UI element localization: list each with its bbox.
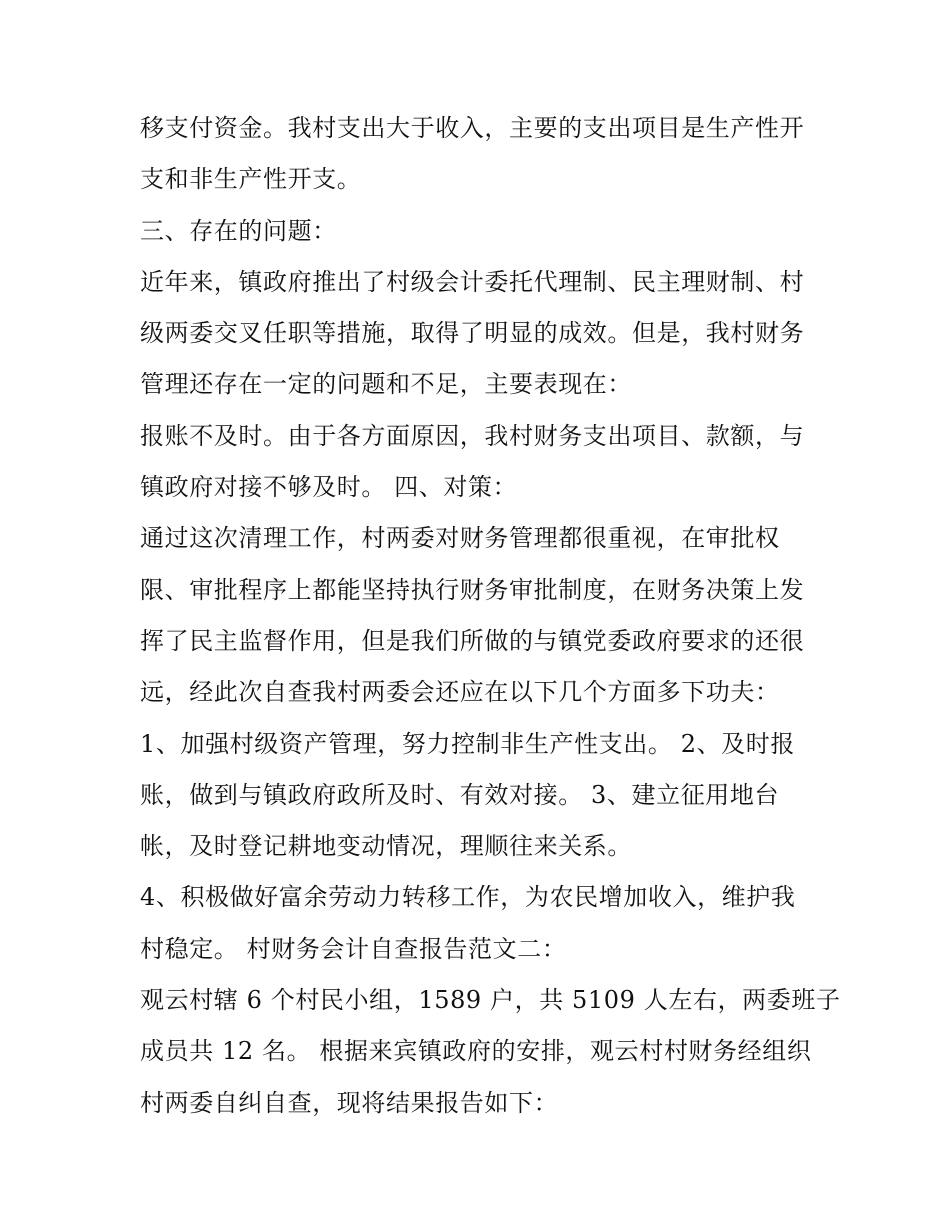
text-line: 级两委交叉任职等措施，取得了明显的成效。但是，我村财务 (140, 319, 805, 348)
text-line: 镇政府对接不够及时。 四、对策： (140, 473, 518, 502)
text-line: 管理还存在一定的问题和不足，主要表现在： (140, 370, 632, 399)
text-line: 观云村辖 6 个村民小组，1589 户，共 5109 人左右，两委班子 (140, 986, 841, 1015)
text-line: 远，经此次自查我村两委会还应在以下几个方面多下功夫： (140, 678, 780, 707)
text-line: 帐，及时登记耕地变动情况，理顺往来关系。 (140, 832, 632, 861)
text-line: 账，做到与镇政府政所及时、有效对接。 3、建立征用地台 (140, 780, 780, 809)
text-line: 报账不及时。由于各方面原因，我村财务支出项目、款额，与 (140, 421, 805, 450)
text-line: 限、审批程序上都能坚持执行财务审批制度，在财务决策上发 (140, 575, 805, 604)
document-body (140, 103, 841, 1129)
text-line: 近年来，镇政府推出了村级会计委托代理制、民主理财制、村 (140, 267, 805, 296)
text-line: 通过这次清理工作，村两委对财务管理都很重视，在审批权 (140, 524, 780, 553)
text-line: 1、加强村级资产管理，努力控制非生产性支出。 2、及时报 (140, 729, 795, 758)
section-heading-problems: 三、存在的问题： (140, 216, 337, 245)
text-line: 4、积极做好富余劳动力转移工作，为农民增加收入，维护我 (140, 883, 796, 912)
text-line: 移支付资金。我村支出大于收入，主要的支出项目是生产性开 (140, 114, 805, 142)
text-line: 村稳定。 村财务会计自查报告范文二： (140, 934, 567, 963)
text-line: 成员共 12 名。 根据来宾镇政府的安排，观云村村财务经组织 (140, 1037, 812, 1066)
text-line: 村两委自纠自查，现将结果报告如下： (140, 1088, 559, 1117)
text-line: 挥了民主监督作用，但是我们所做的与镇党委政府要求的还很 (140, 626, 805, 655)
text-line: 支和非生产性开支。 (140, 165, 362, 194)
